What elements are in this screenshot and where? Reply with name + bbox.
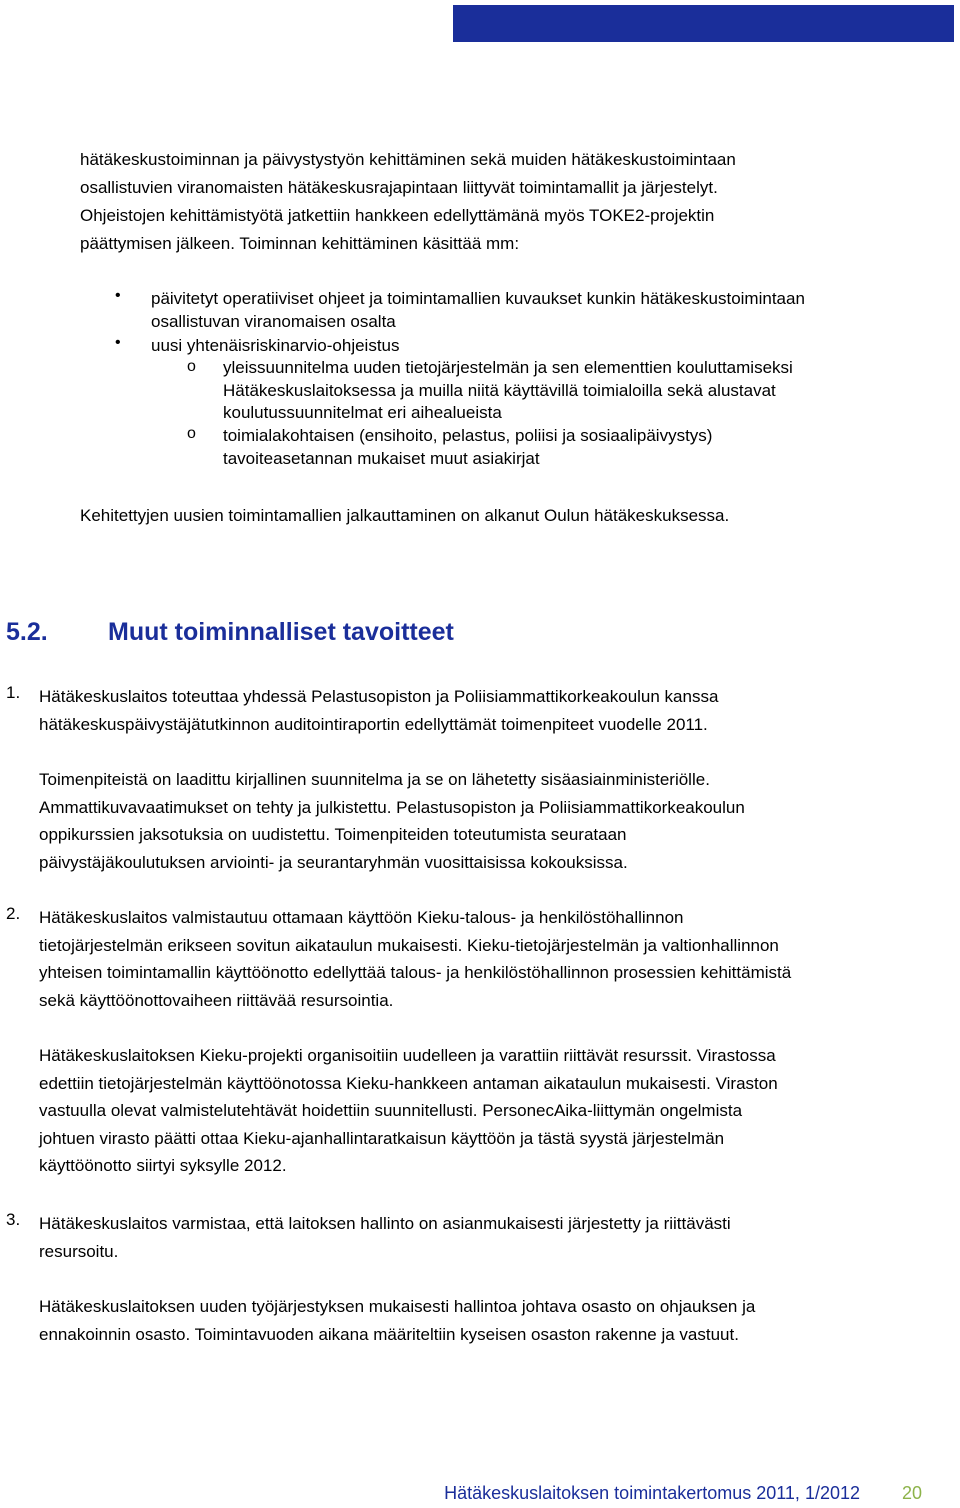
section-heading xyxy=(6,618,454,647)
sub-bullet-marker: o xyxy=(187,358,196,375)
text-line: osallistuvien viranomaisten hätäkeskusrajapintaan liittyvät toimintamallit ja järjestelyt. xyxy=(80,178,718,197)
sub-bullet-item xyxy=(223,357,793,425)
text-line: Hätäkeskuslaitos toteuttaa yhdessä Pelastusopiston ja Poliisiammattikorkeakoulun kanssa xyxy=(39,687,719,706)
item-paragraph xyxy=(39,1042,778,1180)
item-paragraph xyxy=(39,683,718,738)
text-line: päättymisen jälkeen. Toiminnan kehittäminen käsittää mm: xyxy=(80,234,520,253)
item-number: 1. xyxy=(6,683,21,702)
item-paragraph xyxy=(39,1293,755,1348)
text-line: oppikurssien jaksotuksia on uudistettu. Toimenpiteiden toteutumista seurataan xyxy=(39,825,627,844)
text-line: Hätäkeskuslaitoksen uuden työjärjestyksen mukaisesti hallintoa johtava osasto on ohjauksen ja xyxy=(39,1297,756,1316)
item-paragraph xyxy=(39,1210,731,1265)
item-paragraph xyxy=(39,766,745,876)
text-line: yleissuunnitelma uuden tietojärjestelmän ja sen elementtien kouluttamiseksi xyxy=(223,358,793,377)
text-line: Hätäkeskuslaitos valmistautuu ottamaan käyttöön Kieku-talous- ja henkilöstöhallinnon xyxy=(39,908,684,927)
text-line: käyttöönotto siirtyi syksylle 2012. xyxy=(39,1156,287,1175)
text-line: hätäkeskuspäivystäjätutkinnon auditointiraportin edellyttämät toimenpiteet vuodelle 2011. xyxy=(39,714,708,734)
text-line: tavoiteasetannan mukaiset muut asiakirjat xyxy=(223,449,540,468)
text-line: edettiin tietojärjestelmän käyttöönotossa Kieku-hankkeen antaman aikataulun mukaisesti. Viraston xyxy=(39,1073,778,1093)
text-line: vastuulla olevat valmistelutehtävät hoidettiin suunnitellusti. PersonecAika-liittymän ongelmista xyxy=(39,1101,743,1120)
item-paragraph xyxy=(39,904,791,1014)
sub-bullet-item xyxy=(223,424,712,470)
section-title: Muut toiminnalliset tavoitteet xyxy=(108,618,454,646)
text-line: uusi yhtenäisriskinarvio-ohjeistus xyxy=(151,336,400,355)
text-line: tietojärjestelmän erikseen sovitun aikataulun mukaisesti. Kieku-tietojärjestelmän ja valtionhallinnon xyxy=(39,935,779,955)
page-number: 20 xyxy=(902,1483,923,1503)
bullet-item xyxy=(151,287,805,333)
text-line: Hätäkeskuslaitoksessa ja muilla niitä käyttävillä toimialoilla sekä alustavat xyxy=(223,380,776,400)
bullet-marker: • xyxy=(115,334,121,351)
text-line: ennakoinnin osasto. Toimintavuoden aikana määriteltiin kyseisen osaston rakenne ja vastuut. xyxy=(39,1324,739,1344)
intro-paragraph xyxy=(80,146,736,258)
bullet-marker: • xyxy=(115,287,121,304)
text-line: Hätäkeskuslaitos varmistaa, että laitoksen hallinto on asianmukaisesti järjestetty ja riittävästi xyxy=(39,1214,731,1233)
text-line: osallistuvan viranomaisen osalta xyxy=(151,312,396,331)
text-line: Hätäkeskuslaitoksen Kieku-projekti organisoitiin uudelleen ja varattiin riittävät resurssit. Virastossa xyxy=(39,1046,776,1065)
footer-title: Hätäkeskuslaitoksen toimintakertomus 2011, 1/2012 xyxy=(444,1483,860,1503)
text-line: Toimenpiteistä on laadittu kirjallinen suunnitelma ja se on lähetetty sisäasiainministeriölle. xyxy=(39,770,710,789)
section-number: 5.2. xyxy=(6,618,48,646)
text-line: toimialakohtaisen (ensihoito, pelastus, poliisi ja sosiaalipäivystys) xyxy=(223,426,713,445)
text-line: päivystäjäkoulutuksen arviointi- ja seurantaryhmän vuosittaisissa kokouksissa. xyxy=(39,852,628,872)
bullet-item xyxy=(151,334,400,357)
text-line: Ohjeistojen kehittämistyötä jatkettiin hankkeen edellyttämänä myös TOKE2-projektin xyxy=(80,206,715,225)
header-accent-bar xyxy=(453,5,954,42)
text-line: koulutussuunnitelmat eri aihealueista xyxy=(223,403,502,422)
text-line: Ammattikuvavaatimukset on tehty ja julkistettu. Pelastusopiston ja Poliisiammattikorkeakoulun xyxy=(39,797,745,817)
text-line: johtuen virasto päätti ottaa Kieku-ajanhallintaratkaisun käyttöön ja tästä syystä järjestelmän xyxy=(39,1128,725,1148)
text-line: päivitetyt operatiiviset ohjeet ja toimintamallien kuvaukset kunkin hätäkeskustoimintaan xyxy=(151,289,805,308)
item-number: 3. xyxy=(6,1210,21,1229)
text-line: resursoitu. xyxy=(39,1241,119,1261)
text-line: yhteisen toimintamallin käyttöönotto edellyttää talous- ja henkilöstöhallinnon prosessien kehittämistä xyxy=(39,963,792,982)
sub-bullet-marker: o xyxy=(187,425,196,442)
text-line: hätäkeskustoiminnan ja päivystystyön kehittäminen sekä muiden hätäkeskustoimintaan xyxy=(80,150,736,169)
item-number: 2. xyxy=(6,904,21,923)
conclusion-text: Kehitettyjen uusien toimintamallien jalkauttaminen on alkanut Oulun hätäkeskuksessa. xyxy=(80,506,730,525)
text-line: sekä käyttöönottovaiheen riittävää resursointia. xyxy=(39,990,394,1010)
